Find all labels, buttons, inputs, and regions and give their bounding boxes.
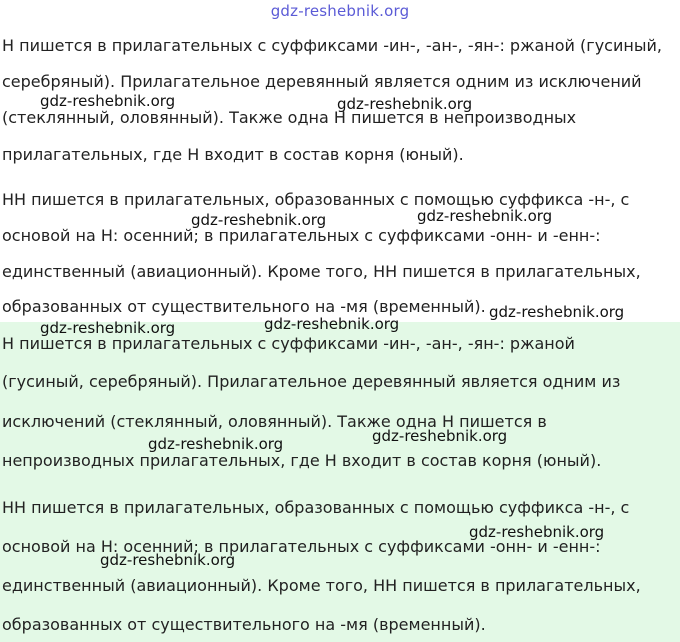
text-line: Н пишется в прилагательных с суффиксами -ин-, -ан-, -ян-: ржаной — [2, 334, 575, 353]
watermark: gdz-reshebnik.org — [469, 523, 605, 541]
text-line: Н пишется в прилагательных с суффиксами -ин-, -ан-, -ян-: ржаной (гусиный, — [2, 36, 662, 55]
watermark: gdz-reshebnik.org — [264, 315, 400, 333]
watermark: gdz-reshebnik.org — [372, 427, 508, 445]
watermark: gdz-reshebnik.org — [148, 435, 284, 453]
text-line: образованных от существительного на -мя (временный). — [2, 297, 486, 316]
text-line: прилагательных, где Н входит в состав корня (юный). — [2, 145, 464, 164]
text-line: НН пишется в прилагательных, образованных с помощью суффикса -н-, с — [2, 498, 630, 517]
text-line: единственный (авиационный). Кроме того, НН пишется в прилагательных, — [2, 576, 641, 595]
text-line: основой на Н: осенний; в прилагательных с суффиксами -онн- и -енн-: — [2, 226, 601, 245]
text-line: исключений (стеклянный, оловянный). Также одна Н пишется в — [2, 412, 547, 431]
watermark: gdz-reshebnik.org — [417, 207, 553, 225]
text-line: (гусиный, серебряный). Прилагательное деревянный является одним из — [2, 372, 621, 391]
watermark: gdz-reshebnik.org — [100, 551, 236, 569]
text-line: непроизводных прилагательных, где Н входит в состав корня (юный). — [2, 451, 602, 470]
text-line: (стеклянный, оловянный). Также одна Н пишется в непроизводных — [2, 108, 577, 127]
text-line: образованных от существительного на -мя (временный). — [2, 615, 486, 634]
watermark: gdz-reshebnik.org — [191, 211, 327, 229]
text-line: единственный (авиационный). Кроме того, НН пишется в прилагательных, — [2, 262, 641, 281]
watermark: gdz-reshebnik.org — [40, 319, 176, 337]
site-header-link[interactable]: gdz-reshebnik.org — [270, 2, 410, 20]
watermark: gdz-reshebnik.org — [337, 95, 473, 113]
watermark: gdz-reshebnik.org — [489, 303, 625, 321]
text-line: НН пишется в прилагательных, образованных с помощью суффикса -н-, с — [2, 190, 630, 209]
text-line: основой на Н: осенний; в прилагательных с суффиксами -онн- и -енн-: — [2, 537, 601, 556]
text-line: серебряный). Прилагательное деревянный является одним из исключений — [2, 72, 642, 91]
watermark: gdz-reshebnik.org — [40, 92, 176, 110]
